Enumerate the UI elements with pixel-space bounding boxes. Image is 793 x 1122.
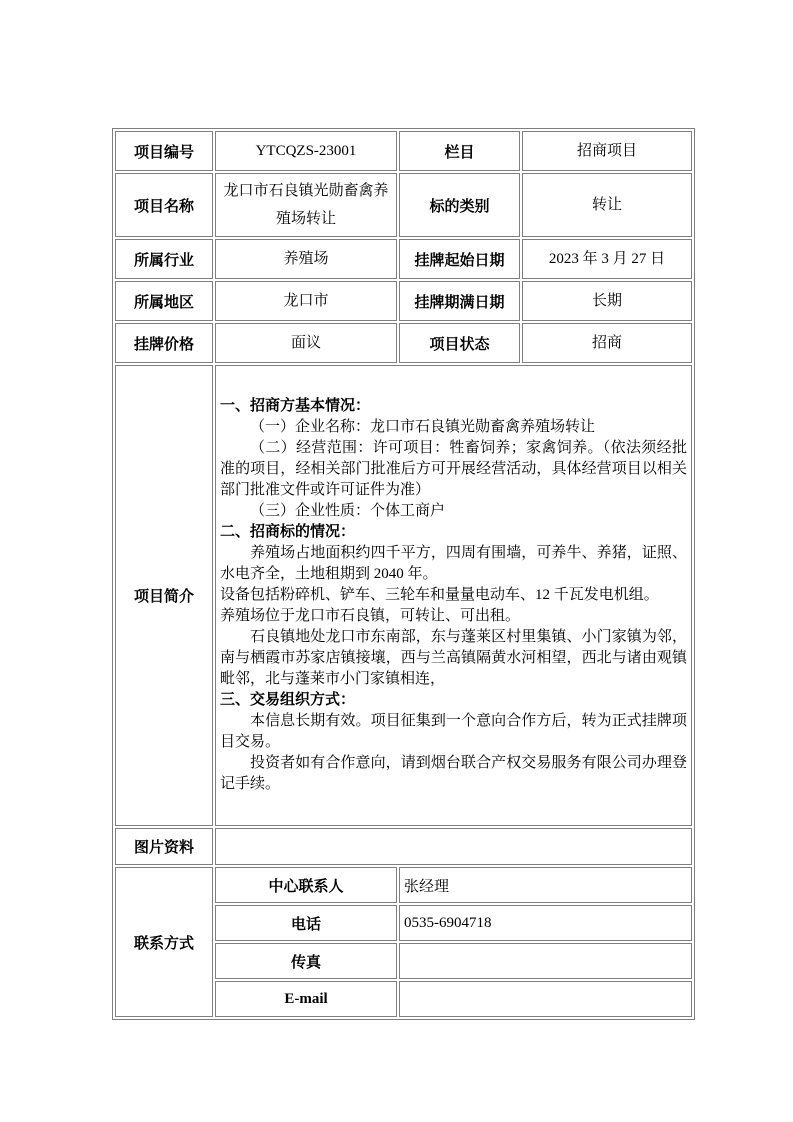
summary-paragraph: 石良镇地处龙口市东南部，东与蓬莱区村里集镇、小门家镇为邻，南与栖霞市苏家店镇接壤，西与兰高镇隔黄水河相望，西北与诸由观镇毗邻，北与蓬莱市小门家镇相连， bbox=[220, 629, 687, 687]
value-subject-type: 转让 bbox=[522, 173, 692, 237]
value-project-code: YTCQZS-23001 bbox=[215, 131, 397, 171]
label-region: 所属地区 bbox=[115, 281, 213, 321]
row-price bbox=[115, 323, 692, 363]
value-industry: 养殖场 bbox=[215, 239, 397, 279]
value-listing-expiry-date: 长期 bbox=[522, 281, 692, 321]
summary-paragraph: 养殖场位于龙口市石良镇，可转让、可出租。 bbox=[220, 608, 521, 624]
label-industry: 所属行业 bbox=[115, 239, 213, 279]
label-project-code: 项目编号 bbox=[115, 131, 213, 171]
label-listing-expiry-date: 挂牌期满日期 bbox=[399, 281, 520, 321]
summary-paragraph: 一、招商方基本情况： bbox=[220, 398, 371, 414]
value-listing-price: 面议 bbox=[215, 323, 397, 363]
value-project-name: 龙口市石良镇光勋畜禽养殖场转让 bbox=[215, 173, 397, 237]
row-contact-person bbox=[115, 867, 692, 903]
summary-paragraph: 设备包括粉碎机、铲车、三轮车和量量电动车、12 千瓦发电机组。 bbox=[220, 587, 659, 603]
value-contact-person: 张经理 bbox=[399, 867, 692, 903]
label-project-summary: 项目简介 bbox=[115, 365, 213, 826]
label-contact-email: E-mail bbox=[215, 981, 397, 1017]
row-project-summary bbox=[115, 365, 692, 826]
summary-paragraph: 养殖场占地面积约四千平方，四周有围墙，可养牛、养猪，证照、水电齐全，土地租期到 2040 年。 bbox=[220, 545, 687, 582]
value-project-status: 招商 bbox=[522, 323, 692, 363]
label-image-materials: 图片资料 bbox=[115, 828, 213, 865]
label-contact-fax: 传真 bbox=[215, 943, 397, 979]
label-project-name: 项目名称 bbox=[115, 173, 213, 237]
value-contact-phone: 0535-6904718 bbox=[399, 905, 692, 941]
project-info-table bbox=[112, 128, 695, 1020]
summary-paragraph: 投资者如有合作意向，请到烟台联合产权交易服务有限公司办理登记手续。 bbox=[220, 755, 687, 792]
label-contact-section: 联系方式 bbox=[115, 867, 213, 1017]
row-project-code bbox=[115, 131, 692, 171]
row-image-materials bbox=[115, 828, 692, 865]
summary-paragraph: （一）企业名称：龙口市石良镇光勋畜禽养殖场转让 bbox=[250, 419, 596, 435]
value-region: 龙口市 bbox=[215, 281, 397, 321]
value-column-category: 招商项目 bbox=[522, 131, 692, 171]
row-region bbox=[115, 281, 692, 321]
row-industry bbox=[115, 239, 692, 279]
label-column-category: 栏目 bbox=[399, 131, 520, 171]
value-contact-fax bbox=[399, 943, 692, 979]
summary-paragraph: （三）企业性质：个体工商户 bbox=[250, 503, 446, 519]
summary-paragraph: 二、招商标的情况： bbox=[220, 524, 356, 540]
summary-paragraph: 本信息长期有效。项目征集到一个意向合作方后，转为正式挂牌项目交易。 bbox=[220, 713, 687, 750]
value-contact-email bbox=[399, 981, 692, 1017]
summary-text-block bbox=[220, 396, 687, 795]
label-listing-price: 挂牌价格 bbox=[115, 323, 213, 363]
label-listing-start-date: 挂牌起始日期 bbox=[399, 239, 520, 279]
label-project-status: 项目状态 bbox=[399, 323, 520, 363]
value-listing-start-date: 2023 年 3 月 27 日 bbox=[522, 239, 692, 279]
summary-paragraph: （二）经营范围：许可项目：牲畜饲养；家禽饲养。（依法须经批准的项目，经相关部门批准后方可开展经营活动，具体经营项目以相关部门批准文件或许可证件为准） bbox=[220, 440, 687, 498]
label-contact-phone: 电话 bbox=[215, 905, 397, 941]
label-contact-person: 中心联系人 bbox=[215, 867, 397, 903]
row-project-name bbox=[115, 173, 692, 237]
summary-paragraph: 三、交易组织方式： bbox=[220, 692, 356, 708]
value-project-summary bbox=[215, 365, 692, 826]
value-image-materials bbox=[215, 828, 692, 865]
label-subject-type: 标的类别 bbox=[399, 173, 520, 237]
